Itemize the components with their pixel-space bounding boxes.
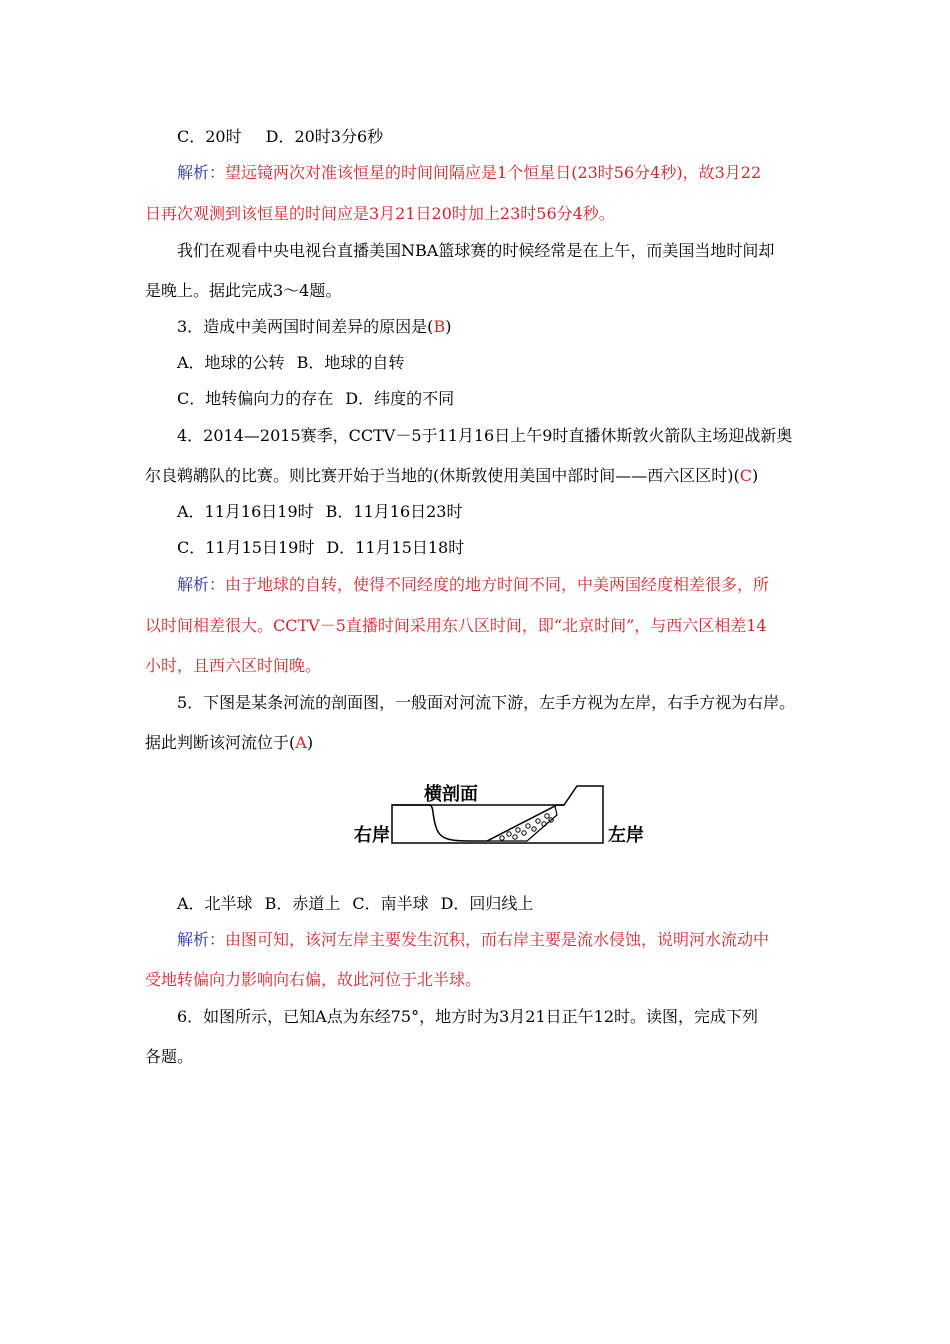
question-paren: ) bbox=[306, 733, 314, 752]
question-4-line-1: 4．2014—2015赛季，CCTV－5于11月16日上午9时直播休斯敦火箭队主场迎战新奥 bbox=[177, 426, 793, 445]
analysis-text: 由于地球的自转，使得不同经度的地方时间不同，中美两国经度相差很多，所 bbox=[225, 575, 770, 594]
analysis-text: 小时，且西六区时间晚。 bbox=[145, 656, 322, 675]
question-text: 3．造成中美两国时间差异的原因是( bbox=[177, 317, 434, 336]
river-cross-section-figure bbox=[352, 775, 652, 855]
question-paren: ) bbox=[751, 466, 759, 485]
answer-letter: A bbox=[295, 733, 307, 752]
question-5-options bbox=[177, 893, 533, 915]
analysis-text: 以时间相差很大。CCTV－5直播时间采用东八区时间，即“北京时间”，与西六区相差14 bbox=[145, 616, 767, 635]
option-d: D．20时3分6秒 bbox=[265, 127, 384, 146]
question-text: 尔良鹈鹕队的比赛。则比赛开始于当地的(休斯敦使用美国中部时间——西六区区时)( bbox=[145, 466, 740, 485]
question-paren: ) bbox=[445, 317, 452, 336]
figure-title: 横剖面 bbox=[424, 784, 478, 805]
option-b: B．地球的自转 bbox=[296, 353, 405, 372]
question-5-line-1: 5．下图是某条河流的剖面图，一般面对河流下游，左手方视为左岸，右手方视为右岸。 bbox=[177, 693, 796, 712]
question-4-options-cd bbox=[177, 537, 464, 559]
question-4-options-ab bbox=[177, 501, 462, 523]
option-d: D．11月15日18时 bbox=[326, 538, 465, 557]
analysis-text: 望远镜两次对准该恒星的时间间隔应是1个恒星日(23时56分4秒)，故3月22 bbox=[225, 163, 762, 182]
intro-line-1: 我们在观看中央电视台直播美国NBA篮球赛的时候经常是在上午，而美国当地时间却 bbox=[177, 241, 775, 260]
analysis-label: 解析： bbox=[177, 575, 226, 594]
right-bank-label: 右岸 bbox=[354, 825, 390, 846]
option-b: B．11月16日23时 bbox=[325, 502, 463, 521]
question-3-options-ab bbox=[177, 352, 404, 374]
analysis-text: 受地转偏向力影响向右偏，故此河位于北半球。 bbox=[145, 970, 482, 989]
analysis-5-line-1 bbox=[177, 929, 769, 951]
option-a: A．地球的公转 bbox=[177, 353, 285, 372]
question-text: 据此判断该河流位于( bbox=[145, 733, 296, 752]
option-d: D．回归线上 bbox=[440, 894, 534, 913]
question-6-line-1: 6．如图所示，已知A点为东经75°，地方时为3月21日正午12时。读图，完成下列 bbox=[177, 1007, 758, 1026]
intro-line-2: 是晚上。据此完成3～4题。 bbox=[145, 281, 342, 300]
analysis-label: 解析： bbox=[177, 930, 226, 949]
option-d: D．纬度的不同 bbox=[345, 389, 455, 408]
question-4-line-2 bbox=[145, 465, 758, 487]
analysis-4-line-1 bbox=[177, 574, 769, 596]
option-c: C．南半球 bbox=[352, 894, 429, 913]
left-bank-label: 左岸 bbox=[608, 825, 644, 846]
option-b: B．赤道上 bbox=[264, 894, 341, 913]
option-a: A．11月16日19时 bbox=[177, 502, 314, 521]
option-c: C．11月15日19时 bbox=[177, 538, 315, 557]
analysis-4-line-2 bbox=[145, 615, 767, 637]
question-3-options-cd bbox=[177, 388, 454, 410]
analysis-text: 日再次观测到该恒星的时间应是3月21日20时加上23时56分4秒。 bbox=[145, 204, 615, 223]
analysis-5-line-2 bbox=[145, 969, 481, 991]
question-6-line-2: 各题。 bbox=[145, 1047, 194, 1066]
analysis-label: 解析： bbox=[177, 163, 226, 182]
option-a: A．北半球 bbox=[177, 894, 253, 913]
sediment-pebbles bbox=[500, 814, 553, 840]
question-2-options-cd bbox=[177, 126, 383, 148]
question-3-stem bbox=[177, 316, 451, 338]
answer-letter: C bbox=[739, 466, 752, 485]
option-c: C．地转偏向力的存在 bbox=[177, 389, 334, 408]
answer-letter: B bbox=[433, 317, 446, 336]
analysis-2-line-2 bbox=[145, 203, 615, 225]
analysis-2-line-1 bbox=[177, 162, 761, 184]
option-c: C．20时 bbox=[177, 127, 242, 146]
analysis-text: 由图可知，该河左岸主要发生沉积，而右岸主要是流水侵蚀，说明河水流动中 bbox=[225, 930, 770, 949]
analysis-4-line-3 bbox=[145, 655, 321, 677]
question-5-line-2 bbox=[145, 732, 313, 754]
